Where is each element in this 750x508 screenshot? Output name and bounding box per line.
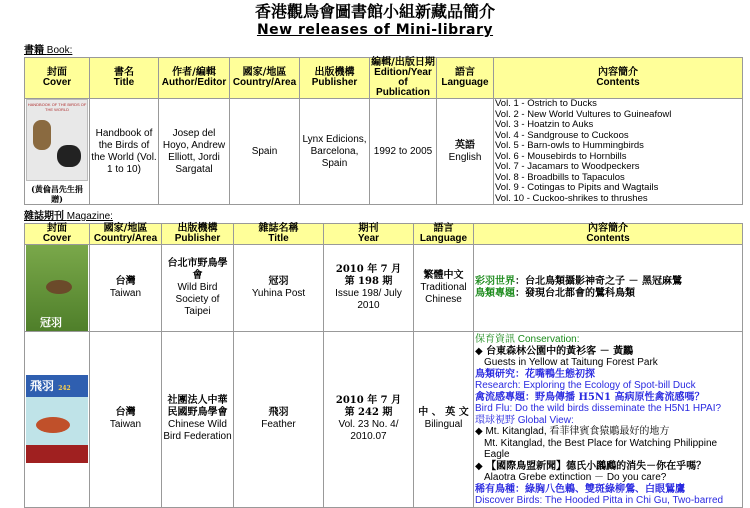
col-contents: 內容簡介 Contents [494,58,743,99]
col-title: 雜誌名稱 Title [234,224,324,245]
col-cover: 封面 Cover [25,58,90,99]
col-publisher: 出版機構 Publisher [300,58,370,99]
book-publisher: Lynx Edicions, Barcelona, Spain [300,99,370,205]
magazine-cover-cell [25,332,90,508]
col-language: 語言 Language [437,58,494,99]
book-contents: Vol. 1 - Ostrich to Ducks Vol. 2 - New World Vultures to Guineafowl Vol. 3 - Hoatzin to Auks Vol. 4 - Sandgrouse to Cuckoos Vol. 5 - Barn-owls to Hummingbirds Vol. 6 - Mousebirds to Hornbills Vol. 7 - Jacamars to Woodpeckers Vol. 8 - Broadbills to Tapaculos Vol. 9 - Cotingas to Pipits and Wagtails Vol. 10 - Cuckoo-shrikes to thrushes [494,99,743,205]
table-row [25,245,743,332]
magazine-header-row [25,224,743,245]
col-contents: 內容簡介 Contents [474,224,743,245]
col-year: 期刊 Year [324,224,414,245]
col-cover: 封面 Cover [25,224,90,245]
col-country: 國家/地區 Country/Area [90,224,162,245]
magazine-language: 繁體中文 Traditional Chinese [414,245,474,332]
magazine-title: 飛羽 Feather [234,332,324,508]
col-title: 書名 Title [90,58,159,99]
magazine-section-label: 雜誌期刊 Magazine: [24,211,113,222]
book-table [24,57,743,205]
magazine-publisher: 社團法人中華民國野鳥學會 Chinese Wild Bird Federation [162,332,234,508]
col-author: 作者/編輯 Author/Editor [159,58,230,99]
table-row [25,99,743,205]
magazine-table [24,223,743,508]
book-cover-cell [25,99,90,205]
magazine-country: 台灣 Taiwan [90,245,162,332]
book-section-label: 書籍 Book: [24,45,73,56]
book-cover-image[interactable]: HANDBOOK OF THE BIRDS OF THE WORLD [26,99,88,181]
magazine-country: 台灣 Taiwan [90,332,162,508]
page-title-en: New releases of Mini-library [256,22,494,38]
book-header-row [25,58,743,99]
magazine-contents: 彩羽世界：台北鳥類攝影神奇之子 － 黑冠麻鷺 鳥類專題：發現台北都會的鷺科鳥類 [474,245,743,332]
magazine-publisher: 台北市野鳥學會 Wild Bird Society of Taipei [162,245,234,332]
magazine-cover-image[interactable]: 飛羽 242 [26,375,88,463]
table-row [25,332,743,508]
book-language: 英語 English [437,99,494,205]
book-country: Spain [230,99,300,205]
col-year: 編輯/出版日期 Edition/Year of Publication [371,57,435,98]
book-author: Josep del Hoyo, Andrew Elliott, Jordi Sargatal [159,99,230,205]
magazine-year: 2010 年 7 月 第 198 期 Issue 198/ July 2010 [324,245,414,332]
col-language: 語言 Language [414,224,474,245]
col-country: 國家/地區 Country/Area [230,58,300,99]
magazine-contents: 保育資訊 Conservation: ◆ 台東森林公園中的黃衫客 － 黃鸝 Guests in Yellow at Taitung Forest Park 鳥類研究：花嘴鴨生態初探 Research: Exploring the Ecology of Spot-bill Duck 禽流感專題：野鳥傳播 H5N1 高病原性禽流感嗎？ Bird Flu: Do the wild birds disseminate the H5N1 HPAI? 環球視野 Global View: ◆ Mt. Kitanglad, 看菲律賓食猿鵰最好的地方 Mt. Kitanglad, the Best Place for Watching Philippine Eagle ◆ 【國際鳥盟新聞】德氏小鸊鷉的消失－你在乎嗎？ Alaotra Grebe extinction － Do you care? 稀有鳥種：綠胸八色鶇、雙斑綠柳鶯、白眼鵟鷹 Discover Birds: The Hooded Pitta in Chi Gu, Two-barred [474,332,743,508]
book-year: 1992 to 2005 [370,99,437,205]
book-title: Handbook of the Birds of the World (Vol. 1 to 10) [90,99,159,205]
col-publisher: 出版機構 Publisher [162,224,234,245]
magazine-title: 冠羽 Yuhina Post [234,245,324,332]
magazine-year: 2010 年 7 月 第 242 期 Vol. 23 No. 4/ 2010.07 [324,332,414,508]
cover-caption: (黃倫昌先生捐贈) [31,184,83,204]
magazine-cover-image[interactable]: 冠羽 [26,245,88,331]
page-title-zh: 香港觀鳥會圖書館小組新藏品簡介 [254,2,495,21]
magazine-cover-cell [25,245,90,332]
magazine-language: 中 、 英 文 Bilingual [414,332,474,508]
